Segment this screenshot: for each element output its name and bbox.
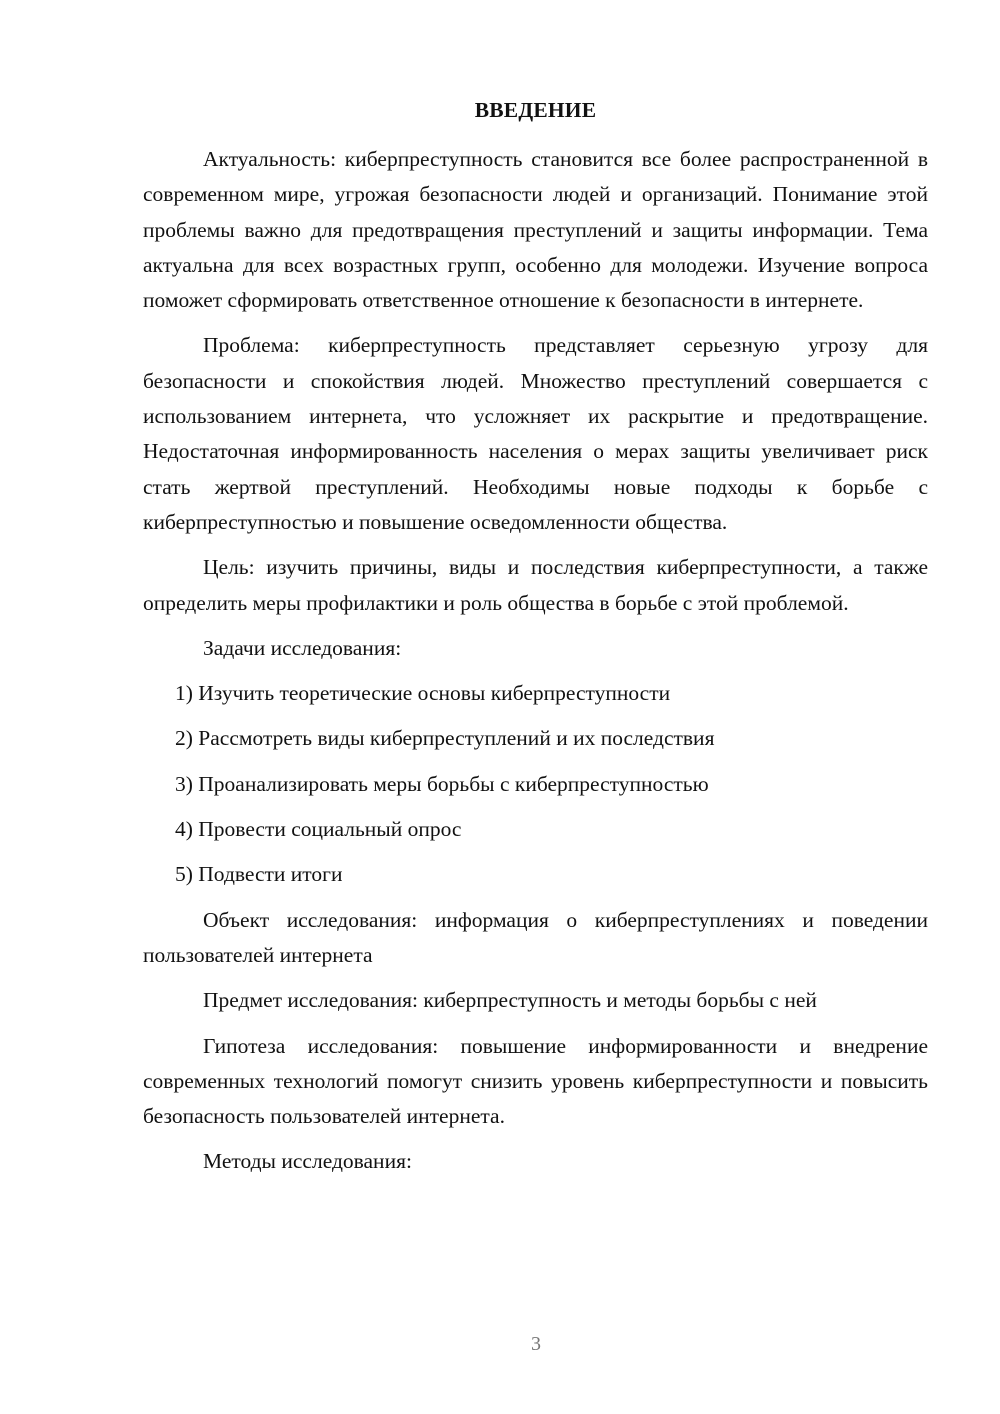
list-item: 3) Проанализировать меры борьбы с киберпреступностью (175, 771, 709, 796)
list-item: 1) Изучить теоретические основы киберпреступности (175, 681, 671, 706)
problem-paragraph: Проблема: киберпреступность представляет серьезную угрозу для безопасности и спокойствия людей. Множество преступлений совершается с использованием интернета, что усложняет их раскрытие и предотвращение. Недостаточная информированность населения о мерах защиты увеличивает риск стать жертвой преступлений. Необходимы новые подходы к борьбе с киберпреступностью и повышение осведомленности общества. (143, 333, 928, 534)
tasks-list (143, 676, 928, 892)
document-page (143, 92, 928, 1190)
section-title: ВВЕДЕНИЕ (474, 98, 597, 122)
subject-paragraph: Предмет исследования: киберпреступность и методы борьбы с ней (203, 988, 817, 1013)
relevance-paragraph: Актуальность: киберпреступность становится все более распространенной в современном мире, угрожая безопасности людей и организаций. Понимание этой проблемы важно для предотвращения преступлений и защиты информации. Тема актуальна для всех возрастных групп, особенно для молодежи. Изучение вопроса поможет сформировать ответственное отношение к безопасности в интернете. (143, 147, 928, 313)
hypothesis-paragraph: Гипотеза исследования: повышение информированности и внедрение современных технологий помогут снизить уровень киберпреступности и повысить безопасность пользователей интернета. (143, 1033, 928, 1129)
methods-heading: Методы исследования: (203, 1149, 412, 1174)
list-item: 2) Рассмотреть виды киберпреступлений и их последствия (175, 726, 715, 751)
goal-paragraph: Цель: изучить причины, виды и последствия киберпреступности, а также определить меры профилактики и роль общества в борьбе с этой проблемой. (143, 555, 928, 615)
list-item: 4) Провести социальный опрос (175, 817, 462, 842)
page-number: 3 (531, 1333, 541, 1355)
tasks-heading: Задачи исследования: (203, 635, 402, 660)
list-item: 5) Подвести итоги (175, 862, 343, 887)
object-paragraph: Объект исследования: информация о киберпреступлениях и поведении пользователей интернета (143, 907, 928, 967)
